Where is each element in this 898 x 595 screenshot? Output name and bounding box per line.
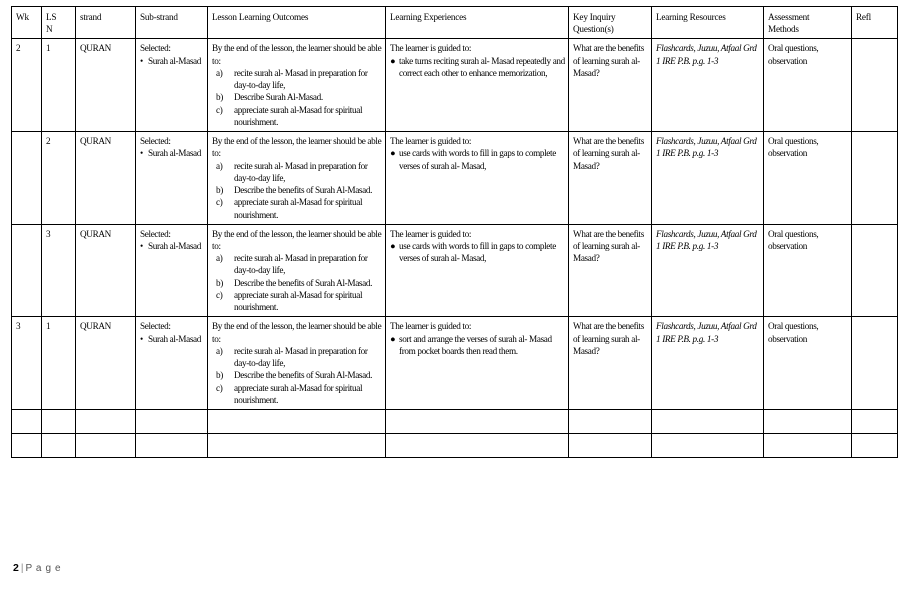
- cell-assessment-methods: Oral questions, observation: [764, 39, 852, 132]
- llo-item: [212, 104, 382, 128]
- cell-reflection: [852, 132, 898, 225]
- cell-key-inquiry-question: What are the benefits of learning surah al-Masad?: [569, 317, 652, 410]
- bullet-icon: ●: [390, 148, 396, 159]
- cell-assessment-methods: [764, 410, 852, 434]
- le-lead-text: The learner is guided to:: [390, 321, 472, 332]
- le-item-text: take turns reciting surah al- Masad repeatedly and correct each other to enhance memorization,: [399, 55, 565, 78]
- llo-item-text: Describe the benefits of Surah Al-Masad.: [234, 370, 373, 381]
- llo-item: [212, 160, 382, 184]
- substrand-item: [140, 55, 204, 67]
- llo-item-text: recite surah al- Masad in preparation for day-to-day life,: [234, 345, 368, 369]
- cell-reflection: [852, 39, 898, 132]
- header-kiq-line1: Key Inquiry: [573, 12, 616, 22]
- table-header-row: [12, 7, 898, 39]
- llo-list: [212, 252, 382, 313]
- bullet-icon: ●: [390, 333, 396, 344]
- llo-item: [212, 184, 382, 196]
- cell-lesson-number: 3: [42, 224, 76, 317]
- cell-learning-experiences: [386, 39, 569, 132]
- llo-item-marker: a): [216, 67, 223, 78]
- cell-key-inquiry-question: What are the benefits of learning surah al-Masad?: [569, 39, 652, 132]
- footer-page-word: P a g e: [25, 563, 62, 574]
- header-strand: strand: [76, 7, 136, 39]
- cell-lesson-number: 2: [42, 132, 76, 225]
- cell-substrand: [136, 434, 208, 458]
- substrand-item-label: Surah al-Masad: [148, 148, 202, 159]
- llo-item: [212, 91, 382, 103]
- cell-learning-resources: Flashcards, Juzuu, Atfaal Grd 1 IRE P.B. p.g. 1-3: [652, 39, 764, 132]
- header-reflection: Refl: [852, 7, 898, 39]
- table-row: [12, 132, 898, 225]
- bullet-icon: •: [140, 240, 143, 251]
- cell-reflection: [852, 224, 898, 317]
- table-row: [12, 39, 898, 132]
- header-lsn-line2: N: [46, 24, 53, 35]
- le-list: [390, 147, 565, 171]
- cell-strand: [76, 410, 136, 434]
- llo-list: [212, 345, 382, 406]
- llo-item-text: appreciate surah al-Masad for spiritual nourishment.: [234, 197, 363, 220]
- cell-week: [12, 434, 42, 458]
- cell-learning-experiences: [386, 410, 569, 434]
- scheme-of-work-table: [11, 6, 898, 458]
- le-lead-text: The learner is guided to:: [390, 43, 472, 54]
- llo-item-marker: b): [216, 92, 223, 103]
- le-item-text: use cards with words to fill in gaps to complete verses of surah al- Masad,: [399, 240, 556, 264]
- llo-item-marker: c): [216, 197, 223, 208]
- cell-strand: QURAN: [76, 132, 136, 225]
- llo-item: [212, 196, 382, 220]
- table-row-empty: [12, 434, 898, 458]
- cell-strand: QURAN: [76, 317, 136, 410]
- substrand-list: [140, 240, 204, 252]
- header-key-inquiry-questions: [569, 7, 652, 39]
- table-row: [12, 224, 898, 317]
- cell-key-inquiry-question: [569, 434, 652, 458]
- cell-assessment-methods: Oral questions, observation: [764, 224, 852, 317]
- cell-key-inquiry-question: What are the benefits of learning surah al-Masad?: [569, 224, 652, 317]
- cell-lesson-learning-outcomes: [208, 224, 386, 317]
- llo-list: [212, 160, 382, 221]
- cell-lesson-learning-outcomes: [208, 317, 386, 410]
- footer-separator: |: [20, 563, 24, 574]
- substrand-list: [140, 333, 204, 345]
- llo-list: [212, 67, 382, 128]
- cell-reflection: [852, 317, 898, 410]
- substrand-label: Selected:: [140, 321, 171, 332]
- llo-item: [212, 252, 382, 276]
- cell-substrand: [136, 132, 208, 225]
- cell-week: [12, 224, 42, 317]
- llo-item: [212, 289, 382, 313]
- llo-item-marker: b): [216, 277, 223, 288]
- cell-key-inquiry-question: What are the benefits of learning surah al-Masad?: [569, 132, 652, 225]
- llo-item-marker: a): [216, 253, 223, 264]
- le-item-text: use cards with words to fill in gaps to complete verses of surah al- Masad,: [399, 148, 556, 171]
- llo-item-marker: a): [216, 345, 223, 356]
- substrand-item-label: Surah al-Masad: [148, 240, 202, 251]
- cell-lesson-number: [42, 434, 76, 458]
- header-lesson-learning-outcomes: Lesson Learning Outcomes: [208, 7, 386, 39]
- le-lead-text: The learner is guided to:: [390, 136, 472, 147]
- llo-item-text: recite surah al- Masad in preparation for day-to-day life,: [234, 160, 368, 183]
- cell-week: [12, 410, 42, 434]
- llo-lead-text: By the end of the lesson, the learner should be able to:: [212, 136, 382, 159]
- llo-item-text: appreciate surah al-Masad for spiritual nourishment.: [234, 289, 363, 313]
- le-item-text: sort and arrange the verses of surah al- Masad from pocket boards then read them.: [399, 333, 552, 356]
- le-item: [390, 333, 565, 357]
- llo-item-text: appreciate surah al-Masad for spiritual nourishment.: [234, 382, 363, 405]
- llo-item-marker: b): [216, 370, 223, 381]
- substrand-item: [140, 333, 204, 345]
- substrand-list: [140, 55, 204, 67]
- le-item: [390, 240, 565, 264]
- llo-item-marker: c): [216, 289, 223, 300]
- llo-item-text: Describe the benefits of Surah Al-Masad.: [234, 185, 373, 196]
- header-lsn-line1: LS: [46, 12, 57, 22]
- llo-item: [212, 345, 382, 369]
- header-am-line1: Assessment: [768, 12, 810, 22]
- cell-learning-resources: [652, 410, 764, 434]
- le-lead-text: The learner is guided to:: [390, 228, 472, 239]
- llo-item-marker: c): [216, 382, 223, 393]
- llo-item: [212, 67, 382, 91]
- table-body: [12, 39, 898, 458]
- cell-learning-resources: Flashcards, Juzuu, Atfaal Grd 1 IRE P.B. p.g. 1-3: [652, 317, 764, 410]
- cell-learning-resources: Flashcards, Juzuu, Atfaal Grd 1 IRE P.B. p.g. 1-3: [652, 224, 764, 317]
- cell-lesson-learning-outcomes: [208, 410, 386, 434]
- substrand-item-label: Surah al-Masad: [148, 55, 202, 66]
- le-item: [390, 147, 565, 171]
- cell-lesson-learning-outcomes: [208, 434, 386, 458]
- table-row: [12, 317, 898, 410]
- llo-lead-text: By the end of the lesson, the learner should be able to:: [212, 321, 382, 344]
- llo-item-marker: c): [216, 104, 223, 115]
- cell-substrand: [136, 317, 208, 410]
- cell-strand: QURAN: [76, 224, 136, 317]
- le-list: [390, 240, 565, 264]
- llo-item: [212, 369, 382, 381]
- llo-item-marker: a): [216, 160, 223, 171]
- cell-strand: [76, 434, 136, 458]
- substrand-list: [140, 147, 204, 159]
- cell-key-inquiry-question: [569, 410, 652, 434]
- substrand-item-label: Surah al-Masad: [148, 333, 202, 344]
- header-substrand: Sub-strand: [136, 7, 208, 39]
- cell-learning-experiences: [386, 317, 569, 410]
- cell-strand: QURAN: [76, 39, 136, 132]
- cell-assessment-methods: Oral questions, observation: [764, 132, 852, 225]
- llo-item-text: recite surah al- Masad in preparation for day-to-day life,: [234, 253, 368, 276]
- header-kiq-line2: Question(s): [573, 24, 614, 35]
- llo-item-text: appreciate surah al-Masad for spiritual nourishment.: [234, 104, 363, 127]
- cell-lesson-number: 1: [42, 317, 76, 410]
- cell-substrand: [136, 410, 208, 434]
- header-am-line2: Methods: [768, 24, 799, 35]
- cell-learning-resources: [652, 434, 764, 458]
- table-row-empty: [12, 410, 898, 434]
- le-list: [390, 55, 565, 79]
- cell-lesson-learning-outcomes: [208, 132, 386, 225]
- le-list: [390, 333, 565, 357]
- cell-reflection: [852, 434, 898, 458]
- cell-substrand: [136, 224, 208, 317]
- le-item: [390, 55, 565, 79]
- cell-lesson-number: [42, 410, 76, 434]
- cell-week: [12, 132, 42, 225]
- llo-item-text: Describe Surah Al-Masad.: [234, 92, 323, 103]
- substrand-label: Selected:: [140, 136, 171, 147]
- header-lsn: [42, 7, 76, 39]
- cell-reflection: [852, 410, 898, 434]
- page-footer: [13, 562, 61, 574]
- llo-lead-text: By the end of the lesson, the learner should be able to:: [212, 228, 382, 251]
- header-learning-experiences: Learning Experiences: [386, 7, 569, 39]
- cell-assessment-methods: Oral questions, observation: [764, 317, 852, 410]
- cell-lesson-number: 1: [42, 39, 76, 132]
- llo-item-marker: b): [216, 185, 223, 196]
- cell-lesson-learning-outcomes: [208, 39, 386, 132]
- cell-learning-experiences: [386, 434, 569, 458]
- substrand-label: Selected:: [140, 43, 171, 54]
- cell-learning-resources: Flashcards, Juzuu, Atfaal Grd 1 IRE P.B. p.g. 1-3: [652, 132, 764, 225]
- llo-item: [212, 382, 382, 406]
- llo-item-text: recite surah al- Masad in preparation for day-to-day life,: [234, 67, 368, 91]
- cell-learning-experiences: [386, 132, 569, 225]
- llo-item-text: Describe the benefits of Surah Al-Masad.: [234, 277, 373, 288]
- bullet-icon: ●: [390, 240, 396, 251]
- bullet-icon: •: [140, 333, 143, 344]
- cell-assessment-methods: [764, 434, 852, 458]
- footer-page-number: 2: [13, 562, 19, 574]
- header-assessment-methods: [764, 7, 852, 39]
- header-wk: Wk: [12, 7, 42, 39]
- cell-learning-experiences: [386, 224, 569, 317]
- substrand-item: [140, 240, 204, 252]
- substrand-item: [140, 147, 204, 159]
- bullet-icon: •: [140, 148, 143, 159]
- header-learning-resources: Learning Resources: [652, 7, 764, 39]
- substrand-label: Selected:: [140, 228, 171, 239]
- bullet-icon: ●: [390, 55, 396, 66]
- bullet-icon: •: [140, 55, 143, 66]
- cell-week: 2: [12, 39, 42, 132]
- cell-substrand: [136, 39, 208, 132]
- llo-lead-text: By the end of the lesson, the learner should be able to:: [212, 43, 382, 66]
- cell-week: 3: [12, 317, 42, 410]
- llo-item: [212, 277, 382, 289]
